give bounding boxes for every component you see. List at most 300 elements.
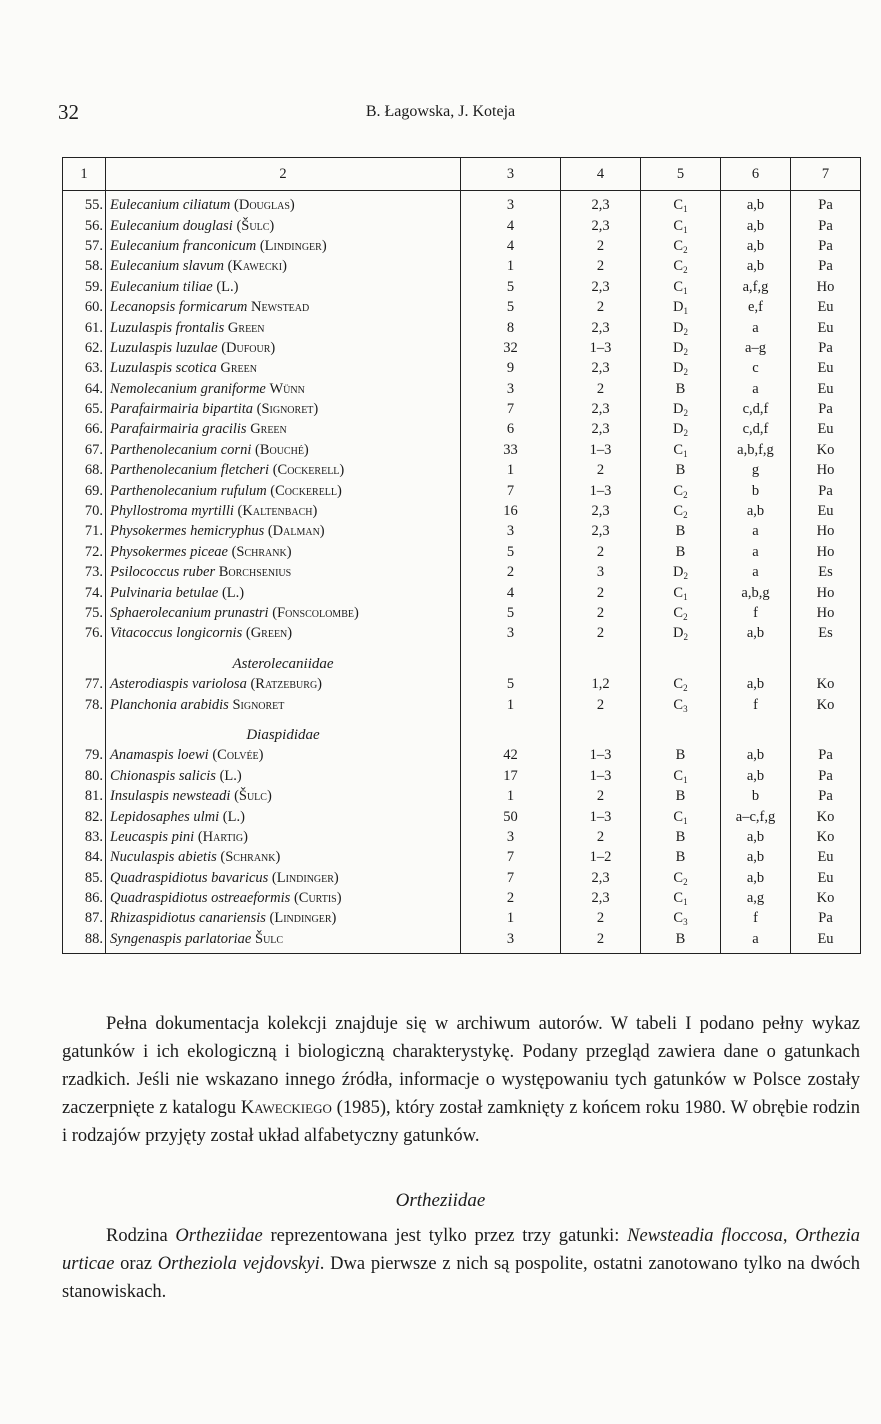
species-cell bbox=[106, 806, 461, 826]
count-cell: 3 bbox=[461, 827, 561, 847]
group-cell bbox=[641, 827, 721, 847]
range-cell: Eu bbox=[791, 317, 861, 337]
row-number: 80. bbox=[63, 766, 106, 786]
species-cell bbox=[106, 277, 461, 297]
group-cell bbox=[641, 694, 721, 714]
group-cell bbox=[641, 256, 721, 276]
generation-cell: 2,3 bbox=[561, 888, 641, 908]
species-name: Anamaspis loewi bbox=[110, 747, 209, 764]
species-name: Parthenolecanium fletcheri bbox=[110, 462, 270, 479]
group-letter: D bbox=[673, 299, 684, 316]
species-cell bbox=[106, 358, 461, 378]
range-cell: Eu bbox=[791, 419, 861, 439]
count-cell: 5 bbox=[461, 297, 561, 317]
species-name: Lecanopsis formicarum bbox=[110, 299, 248, 316]
table-row bbox=[63, 419, 861, 439]
group-letter: C bbox=[673, 808, 684, 825]
count-cell: 3 bbox=[461, 929, 561, 954]
generation-cell: 2 bbox=[561, 623, 641, 643]
count-cell: 1 bbox=[461, 908, 561, 928]
table-row bbox=[63, 379, 861, 399]
group-subscript: 1 bbox=[683, 897, 688, 908]
table-cell bbox=[641, 644, 721, 674]
range-cell: Eu bbox=[791, 379, 861, 399]
species-name: Quadraspidiotus ostreaeformis bbox=[110, 890, 291, 907]
paragraph-text: Pełna dokumentacja kolekcji znajduje się w archiwum autorów. W tabeli I podano pełny wykaz gatunków i ich ekologiczną i biologiczną charakterystykę. Podany przegląd zawiera dane o gatunkach rzadkich. Jeśli nie wskazano innego źródła, informacje o występowaniu tych gatunków w Polsce zostały zaczerpnięte z katalogu bbox=[62, 1014, 860, 1118]
range-cell: Eu bbox=[791, 358, 861, 378]
habitat-cell: a bbox=[721, 379, 791, 399]
species-author: Green bbox=[220, 360, 257, 377]
range-cell: Pa bbox=[791, 745, 861, 765]
row-number: 64. bbox=[63, 379, 106, 399]
habitat-cell: a,b bbox=[721, 215, 791, 235]
table-row bbox=[63, 847, 861, 867]
species-cell bbox=[106, 399, 461, 419]
species-cell bbox=[106, 215, 461, 235]
group-cell bbox=[641, 419, 721, 439]
table-row bbox=[63, 542, 861, 562]
generation-cell: 2 bbox=[561, 827, 641, 847]
species-name: Phyllostroma myrtilli bbox=[110, 503, 234, 520]
group-cell bbox=[641, 623, 721, 643]
generation-cell: 2 bbox=[561, 542, 641, 562]
species-cell bbox=[106, 379, 461, 399]
species-cell bbox=[106, 786, 461, 806]
habitat-cell: e,f bbox=[721, 297, 791, 317]
count-cell: 5 bbox=[461, 542, 561, 562]
group-letter: C bbox=[673, 869, 684, 886]
row-number: 70. bbox=[63, 501, 106, 521]
count-cell: 7 bbox=[461, 399, 561, 419]
habitat-cell: a,b bbox=[721, 623, 791, 643]
range-cell: Pa bbox=[791, 908, 861, 928]
group-subscript: 1 bbox=[683, 224, 688, 235]
species-author: (Cockerell) bbox=[270, 482, 342, 499]
table-row bbox=[63, 888, 861, 908]
group-cell bbox=[641, 582, 721, 602]
column-header: 4 bbox=[561, 158, 641, 191]
group-cell bbox=[641, 277, 721, 297]
habitat-cell: a–c,f,g bbox=[721, 806, 791, 826]
table-row bbox=[63, 582, 861, 602]
generation-cell: 2,3 bbox=[561, 501, 641, 521]
species-author: (Dufour) bbox=[221, 339, 276, 356]
group-cell bbox=[641, 674, 721, 694]
species-author: (L.) bbox=[216, 278, 239, 295]
range-cell: Ko bbox=[791, 888, 861, 908]
species-name: Parafairmairia bipartita bbox=[110, 401, 254, 418]
group-letter: D bbox=[673, 625, 684, 642]
habitat-cell: a,g bbox=[721, 888, 791, 908]
range-cell: Ko bbox=[791, 674, 861, 694]
group-cell bbox=[641, 603, 721, 623]
range-cell: Pa bbox=[791, 786, 861, 806]
table-cell bbox=[63, 644, 106, 674]
group-letter: D bbox=[673, 564, 684, 581]
group-letter: C bbox=[673, 696, 684, 713]
species-cell bbox=[106, 847, 461, 867]
group-cell bbox=[641, 236, 721, 256]
habitat-cell: b bbox=[721, 786, 791, 806]
habitat-cell: a–g bbox=[721, 338, 791, 358]
species-author: (Šulc) bbox=[234, 788, 272, 805]
range-cell: Ho bbox=[791, 521, 861, 541]
count-cell: 1 bbox=[461, 786, 561, 806]
group-letter: B bbox=[675, 747, 686, 764]
species-name: Eulecanium douglasi bbox=[110, 217, 233, 234]
species-name: Eulecanium franconicum bbox=[110, 237, 257, 254]
species-name: Rhizaspidiotus canariensis bbox=[110, 910, 266, 927]
habitat-cell: a bbox=[721, 562, 791, 582]
table-cell bbox=[461, 644, 561, 674]
generation-cell: 2 bbox=[561, 582, 641, 602]
generation-cell: 2,3 bbox=[561, 521, 641, 541]
group-cell bbox=[641, 542, 721, 562]
table-header-row bbox=[63, 158, 861, 191]
table-row bbox=[63, 806, 861, 826]
species-author: (Schrank) bbox=[231, 543, 292, 560]
table-row bbox=[63, 603, 861, 623]
species-cell bbox=[106, 929, 461, 954]
table-row bbox=[63, 623, 861, 643]
group-cell bbox=[641, 338, 721, 358]
species-table bbox=[62, 157, 861, 954]
group-subscript: 1 bbox=[683, 591, 688, 602]
row-number: 81. bbox=[63, 786, 106, 806]
generation-cell: 2 bbox=[561, 236, 641, 256]
count-cell: 6 bbox=[461, 419, 561, 439]
group-subscript: 3 bbox=[683, 917, 688, 928]
species-name: Planchonia arabidis bbox=[110, 696, 229, 713]
group-letter: C bbox=[673, 237, 684, 254]
group-letter: B bbox=[675, 930, 686, 947]
generation-cell: 2 bbox=[561, 256, 641, 276]
count-cell: 4 bbox=[461, 582, 561, 602]
group-cell bbox=[641, 786, 721, 806]
generation-cell: 2,3 bbox=[561, 191, 641, 216]
generation-cell: 2,3 bbox=[561, 317, 641, 337]
species-author: Green bbox=[227, 319, 265, 336]
group-letter: C bbox=[673, 441, 684, 458]
row-number: 76. bbox=[63, 623, 106, 643]
group-subscript: 2 bbox=[683, 510, 688, 521]
group-letter: D bbox=[673, 421, 684, 438]
table-cell bbox=[561, 715, 641, 745]
group-letter: B bbox=[675, 849, 686, 866]
species-cell bbox=[106, 521, 461, 541]
row-number: 84. bbox=[63, 847, 106, 867]
group-subscript: 2 bbox=[683, 571, 688, 582]
species-name: Quadraspidiotus bavaricus bbox=[110, 869, 269, 886]
table-row bbox=[63, 338, 861, 358]
group-cell bbox=[641, 297, 721, 317]
species-name: Leucaspis pini bbox=[110, 828, 195, 845]
species-name: Insulaspis newsteadi bbox=[110, 788, 231, 805]
generation-cell: 2,3 bbox=[561, 419, 641, 439]
group-letter: C bbox=[673, 910, 684, 927]
group-cell bbox=[641, 868, 721, 888]
count-cell: 3 bbox=[461, 521, 561, 541]
species-cell bbox=[106, 745, 461, 765]
species-name: Eulecanium slavum bbox=[110, 258, 224, 275]
group-cell bbox=[641, 317, 721, 337]
group-subscript: 2 bbox=[683, 326, 688, 337]
group-subscript: 2 bbox=[683, 367, 688, 378]
family-row bbox=[63, 715, 861, 745]
group-letter: C bbox=[673, 503, 684, 520]
count-cell: 5 bbox=[461, 603, 561, 623]
paragraph-intro bbox=[62, 1010, 860, 1150]
count-cell: 1 bbox=[461, 694, 561, 714]
species-cell bbox=[106, 582, 461, 602]
generation-cell: 1–3 bbox=[561, 338, 641, 358]
paragraph-text: Rodzina bbox=[106, 1226, 176, 1246]
species-author: (L.) bbox=[222, 808, 245, 825]
group-cell bbox=[641, 929, 721, 954]
group-subscript: 1 bbox=[683, 306, 688, 317]
habitat-cell: a bbox=[721, 542, 791, 562]
count-cell: 17 bbox=[461, 766, 561, 786]
species-name: Sphaerolecanium prunastri bbox=[110, 605, 269, 621]
count-cell: 2 bbox=[461, 888, 561, 908]
species-author: (Green) bbox=[245, 625, 293, 642]
row-number: 75. bbox=[63, 603, 106, 623]
species-cell bbox=[106, 766, 461, 786]
generation-cell: 1–3 bbox=[561, 745, 641, 765]
table-row bbox=[63, 236, 861, 256]
group-cell bbox=[641, 501, 721, 521]
species-name: Physokermes piceae bbox=[110, 543, 228, 560]
count-cell: 7 bbox=[461, 847, 561, 867]
generation-cell: 1–3 bbox=[561, 480, 641, 500]
count-cell: 1 bbox=[461, 460, 561, 480]
row-number: 69. bbox=[63, 480, 106, 500]
species-cell bbox=[106, 888, 461, 908]
habitat-cell: a,b,g bbox=[721, 582, 791, 602]
habitat-cell: c,d,f bbox=[721, 399, 791, 419]
row-number: 77. bbox=[63, 674, 106, 694]
group-cell bbox=[641, 358, 721, 378]
row-number: 79. bbox=[63, 745, 106, 765]
column-header: 3 bbox=[461, 158, 561, 191]
species-author: (Bouché) bbox=[254, 441, 309, 458]
table-row bbox=[63, 694, 861, 714]
group-cell bbox=[641, 191, 721, 216]
habitat-cell: c bbox=[721, 358, 791, 378]
range-cell: Ko bbox=[791, 806, 861, 826]
row-number: 61. bbox=[63, 317, 106, 337]
column-header: 7 bbox=[791, 158, 861, 191]
row-number: 85. bbox=[63, 868, 106, 888]
table-row bbox=[63, 786, 861, 806]
group-subscript: 3 bbox=[683, 703, 688, 714]
paragraph-ortheziidae bbox=[62, 1222, 860, 1306]
species-name: Luzulaspis luzulae bbox=[110, 339, 218, 356]
row-number: 65. bbox=[63, 399, 106, 419]
count-cell: 1 bbox=[461, 256, 561, 276]
habitat-cell: f bbox=[721, 908, 791, 928]
row-number: 72. bbox=[63, 542, 106, 562]
species-cell bbox=[106, 623, 461, 643]
range-cell: Eu bbox=[791, 847, 861, 867]
count-cell: 42 bbox=[461, 745, 561, 765]
column-header: 2 bbox=[106, 158, 461, 191]
range-cell: Eu bbox=[791, 501, 861, 521]
page-number: 32 bbox=[58, 100, 79, 124]
generation-cell: 1–2 bbox=[561, 847, 641, 867]
column-header: 1 bbox=[63, 158, 106, 191]
species-name: Orthezia urticae bbox=[62, 1226, 861, 1274]
table-cell bbox=[63, 715, 106, 745]
species-name: Chionaspis salicis bbox=[110, 767, 216, 784]
species-author: (Dalman) bbox=[267, 523, 325, 540]
generation-cell: 2 bbox=[561, 694, 641, 714]
species-cell bbox=[106, 480, 461, 500]
group-subscript: 2 bbox=[683, 683, 688, 694]
species-cell bbox=[106, 440, 461, 460]
range-cell: Pa bbox=[791, 191, 861, 216]
species-author: (Lindinger) bbox=[259, 237, 327, 254]
range-cell: Eu bbox=[791, 929, 861, 954]
family-heading: Diaspididae bbox=[106, 715, 461, 745]
generation-cell: 2,3 bbox=[561, 358, 641, 378]
range-cell: Pa bbox=[791, 256, 861, 276]
species-author: (Kawecki) bbox=[227, 258, 287, 275]
range-cell: Pa bbox=[791, 236, 861, 256]
species-cell bbox=[106, 338, 461, 358]
generation-cell: 3 bbox=[561, 562, 641, 582]
species-author: Newstead bbox=[250, 299, 310, 316]
count-cell: 16 bbox=[461, 501, 561, 521]
species-author: (Lindinger) bbox=[269, 910, 337, 927]
table-row bbox=[63, 908, 861, 928]
species-name: Parafairmairia gracilis bbox=[110, 421, 247, 438]
species-author: Wünn bbox=[269, 380, 305, 397]
species-author: (Cockerell) bbox=[272, 462, 345, 479]
species-name: Nuculaspis abietis bbox=[110, 849, 217, 866]
count-cell: 3 bbox=[461, 623, 561, 643]
group-letter: B bbox=[675, 788, 686, 805]
table-row bbox=[63, 297, 861, 317]
species-author: (Signoret) bbox=[256, 401, 319, 418]
habitat-cell: g bbox=[721, 460, 791, 480]
table-row bbox=[63, 358, 861, 378]
table-row bbox=[63, 745, 861, 765]
species-author: (L.) bbox=[219, 767, 242, 784]
count-cell: 8 bbox=[461, 317, 561, 337]
species-author: Signoret bbox=[232, 696, 285, 713]
range-cell: Ho bbox=[791, 603, 861, 623]
table-row bbox=[63, 317, 861, 337]
table-row bbox=[63, 562, 861, 582]
habitat-cell: a,b bbox=[721, 236, 791, 256]
count-cell: 9 bbox=[461, 358, 561, 378]
species-name: Pulvinaria betulae bbox=[110, 584, 219, 601]
column-header: 5 bbox=[641, 158, 721, 191]
species-cell bbox=[106, 460, 461, 480]
generation-cell: 2 bbox=[561, 603, 641, 623]
count-cell: 3 bbox=[461, 191, 561, 216]
generation-cell: 2,3 bbox=[561, 277, 641, 297]
species-name: Luzulaspis frontalis bbox=[110, 319, 225, 336]
column-header: 6 bbox=[721, 158, 791, 191]
group-subscript: 2 bbox=[683, 489, 688, 500]
row-number: 78. bbox=[63, 694, 106, 714]
count-cell: 3 bbox=[461, 379, 561, 399]
row-number: 71. bbox=[63, 521, 106, 541]
group-cell bbox=[641, 806, 721, 826]
count-cell: 4 bbox=[461, 236, 561, 256]
species-cell bbox=[106, 694, 461, 714]
table-row bbox=[63, 215, 861, 235]
table-row bbox=[63, 521, 861, 541]
row-number: 87. bbox=[63, 908, 106, 928]
group-letter: D bbox=[673, 360, 684, 377]
count-cell: 4 bbox=[461, 215, 561, 235]
species-cell bbox=[106, 603, 461, 623]
group-subscript: 2 bbox=[683, 265, 688, 276]
row-number: 62. bbox=[63, 338, 106, 358]
habitat-cell: a bbox=[721, 521, 791, 541]
group-letter: D bbox=[673, 339, 684, 356]
table-cell bbox=[721, 715, 791, 745]
group-letter: C bbox=[673, 217, 684, 234]
group-subscript: 1 bbox=[683, 774, 688, 785]
group-subscript: 2 bbox=[683, 244, 688, 255]
group-letter: C bbox=[673, 605, 684, 621]
species-cell bbox=[106, 256, 461, 276]
species-name: Vitacoccus longicornis bbox=[110, 625, 243, 642]
species-cell bbox=[106, 191, 461, 216]
species-cell bbox=[106, 419, 461, 439]
species-name: Eulecanium ciliatum bbox=[110, 197, 231, 214]
family-name: Ortheziidae bbox=[175, 1226, 263, 1246]
group-letter: B bbox=[675, 543, 686, 560]
group-cell bbox=[641, 888, 721, 908]
family-heading: Asterolecaniidae bbox=[106, 644, 461, 674]
group-cell bbox=[641, 847, 721, 867]
row-number: 82. bbox=[63, 806, 106, 826]
section-heading: Ortheziidae bbox=[395, 1190, 486, 1211]
row-number: 67. bbox=[63, 440, 106, 460]
species-cell bbox=[106, 236, 461, 256]
group-cell bbox=[641, 766, 721, 786]
species-cell bbox=[106, 562, 461, 582]
generation-cell: 1–3 bbox=[561, 440, 641, 460]
generation-cell: 2 bbox=[561, 929, 641, 954]
group-letter: B bbox=[675, 523, 686, 540]
habitat-cell: a,b bbox=[721, 501, 791, 521]
table-row bbox=[63, 480, 861, 500]
range-cell: Ho bbox=[791, 542, 861, 562]
habitat-cell: a,b bbox=[721, 766, 791, 786]
group-letter: B bbox=[675, 828, 686, 845]
species-name: Ortheziola vejdovskyi bbox=[157, 1254, 320, 1274]
habitat-cell: a,f,g bbox=[721, 277, 791, 297]
table-body bbox=[63, 191, 861, 954]
group-subscript: 2 bbox=[683, 876, 688, 887]
paragraph-text: . Dwa pierwsze z nich są pospolite, ostatni zanotowano tylko na dwóch stanowiskach. bbox=[62, 1254, 860, 1302]
habitat-cell: a,b bbox=[721, 745, 791, 765]
generation-cell: 2 bbox=[561, 460, 641, 480]
row-number: 56. bbox=[63, 215, 106, 235]
page-header bbox=[0, 100, 881, 130]
count-cell: 7 bbox=[461, 868, 561, 888]
species-name: Lepidosaphes ulmi bbox=[110, 808, 220, 825]
table-row bbox=[63, 674, 861, 694]
group-subscript: 2 bbox=[683, 632, 688, 643]
row-number: 86. bbox=[63, 888, 106, 908]
